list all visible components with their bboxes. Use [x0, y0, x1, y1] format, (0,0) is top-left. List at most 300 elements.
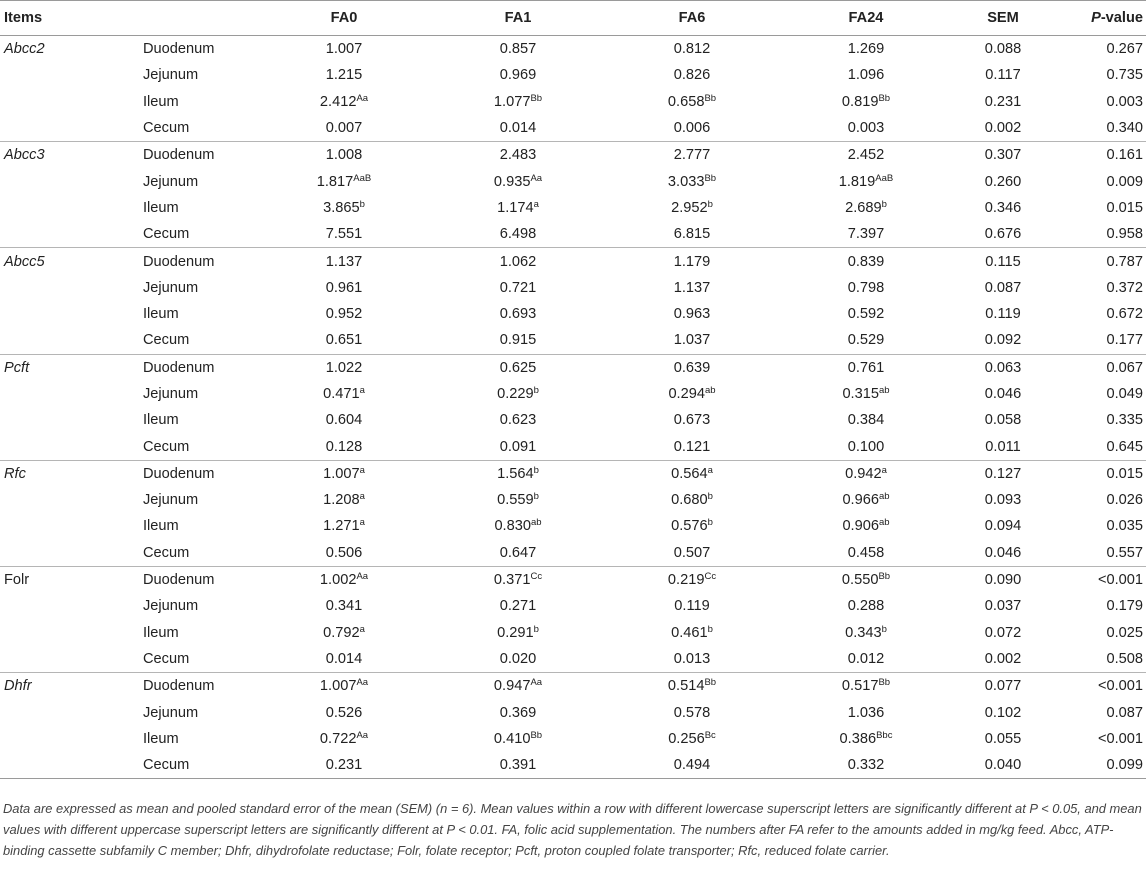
cell-value: 0.219	[667, 572, 705, 589]
cell-fa1	[431, 327, 605, 354]
cell-value: 0.494	[673, 757, 711, 774]
cell-item	[0, 327, 143, 354]
cell-value: 2.412	[319, 93, 357, 110]
cell-value: 0.761	[847, 359, 885, 376]
cell-fa0	[257, 407, 431, 433]
cell-segment: Jejunum	[143, 279, 199, 296]
table-row	[0, 89, 1146, 115]
cell-sem: 0.063	[953, 354, 1053, 381]
cell-fa1	[431, 487, 605, 513]
significance-superscript: Bb	[530, 729, 543, 741]
cell-fa1	[431, 752, 605, 779]
cell-value: 0.229	[497, 386, 534, 402]
cell-value: 0.576	[671, 518, 708, 535]
significance-superscript: Aa	[356, 677, 369, 689]
cell-sem: 0.087	[984, 279, 1022, 296]
cell-segment: Ileum	[143, 93, 179, 110]
header-row	[0, 1, 1146, 36]
cell-fa0	[257, 540, 431, 567]
cell-p-value: <0.001	[1097, 730, 1143, 747]
cell-fa0	[257, 566, 431, 593]
cell-value: 0.826	[673, 67, 711, 84]
cell-value: 0.952	[325, 306, 363, 323]
cell-fa0	[257, 699, 431, 725]
cell-fa0	[257, 752, 431, 779]
significance-superscript: Bb	[704, 92, 717, 104]
cell-sem: 0.088	[984, 41, 1022, 58]
cell-segment: Jejunum	[143, 704, 199, 721]
cell-fa1	[431, 646, 605, 673]
cell-item	[0, 195, 143, 221]
cell-value: 7.551	[325, 226, 363, 243]
cell-item	[0, 752, 143, 779]
cell-segment: Ileum	[143, 624, 179, 641]
cell-value: 0.857	[499, 41, 537, 58]
cell-item: Abcc3	[0, 142, 143, 169]
cell-segment: Duodenum	[143, 460, 257, 487]
cell-item: Folr	[0, 566, 143, 593]
cell-fa6	[605, 354, 779, 381]
cell-value: 0.798	[847, 279, 885, 296]
cell-value: 0.369	[499, 704, 537, 721]
table-row	[0, 142, 1146, 169]
significance-superscript: ab	[878, 491, 890, 503]
cell-fa6	[605, 301, 779, 327]
significance-superscript: Aa	[356, 92, 369, 104]
cell-value: 0.915	[499, 332, 537, 349]
cell-sem: 0.115	[953, 248, 1053, 275]
significance-superscript: ab	[878, 385, 890, 396]
significance-superscript: b	[359, 198, 365, 210]
cell-fa1	[431, 699, 605, 725]
cell-value: 1.007	[319, 678, 357, 695]
cell-value: 0.271	[499, 598, 537, 615]
cell-sem: 0.058	[984, 412, 1022, 429]
cell-value: 0.341	[325, 598, 363, 615]
cell-item: Rfc	[0, 460, 143, 487]
cell-value: 0.386	[839, 730, 877, 747]
cell-fa6	[605, 673, 779, 700]
cell-value: 1.137	[673, 279, 711, 296]
significance-superscript: b	[533, 623, 539, 635]
cell-p-value: 0.177	[1106, 332, 1143, 349]
significance-superscript: AaB	[875, 172, 894, 184]
cell-fa6	[605, 62, 779, 88]
cell-fa6	[605, 275, 779, 301]
cell-fa0	[257, 301, 431, 327]
cell-value: 0.942	[845, 465, 882, 482]
significance-superscript: b	[533, 491, 539, 503]
cell-fa24	[779, 115, 953, 142]
cell-item	[0, 487, 143, 513]
header-fa0: FA0	[257, 1, 431, 36]
significance-superscript: Bbc	[876, 729, 893, 741]
cell-value: 1.269	[847, 41, 885, 58]
cell-segment: Cecum	[143, 752, 257, 779]
significance-superscript: b	[707, 198, 713, 210]
cell-item	[0, 407, 143, 433]
cell-value: 0.013	[673, 650, 711, 667]
cell-p-value: <0.001	[1053, 566, 1146, 593]
cell-fa1	[431, 36, 605, 63]
cell-item	[0, 593, 143, 619]
cell-value: 0.966	[842, 492, 879, 509]
cell-value: 1.007	[323, 465, 360, 482]
cell-fa24	[779, 540, 953, 567]
cell-value: 0.526	[325, 704, 363, 721]
cell-value: 0.680	[671, 492, 708, 509]
cell-item	[0, 433, 143, 460]
cell-value: 0.020	[499, 650, 537, 667]
cell-fa24	[779, 301, 953, 327]
cell-value: 0.100	[847, 438, 885, 455]
cell-value: 0.294	[668, 386, 705, 402]
cell-fa1	[431, 593, 605, 619]
cell-segment: Jejunum	[143, 173, 199, 190]
cell-p-value: 0.003	[1106, 93, 1143, 110]
cell-value: 1.062	[499, 253, 537, 270]
table-row	[0, 673, 1146, 700]
cell-p-value: 0.335	[1106, 412, 1143, 429]
cell-fa0	[257, 620, 431, 646]
significance-superscript: a	[359, 491, 365, 503]
cell-fa24	[779, 221, 953, 248]
cell-value: 0.410	[493, 730, 531, 747]
cell-fa0	[257, 646, 431, 673]
cell-segment: Jejunum	[143, 598, 199, 615]
cell-p-value: 0.958	[1106, 226, 1143, 243]
cell-item	[0, 646, 143, 673]
table-row	[0, 301, 1146, 327]
cell-p-value: 0.645	[1106, 438, 1143, 455]
cell-segment: Duodenum	[143, 673, 257, 700]
cell-fa0	[257, 142, 431, 169]
cell-p-value: 0.267	[1106, 41, 1143, 58]
cell-fa6	[605, 36, 779, 63]
cell-sem: 0.046	[984, 386, 1022, 402]
cell-fa24	[779, 195, 953, 221]
table-row	[0, 699, 1146, 725]
cell-value: 0.639	[673, 359, 711, 376]
cell-value: 0.673	[673, 412, 711, 429]
cell-fa6	[605, 699, 779, 725]
cell-value: 1.036	[847, 704, 885, 721]
cell-value: 0.592	[847, 306, 885, 323]
cell-fa1	[431, 407, 605, 433]
cell-fa1	[431, 248, 605, 275]
cell-p-value: 0.099	[1053, 752, 1146, 779]
table-row	[0, 726, 1146, 752]
cell-p-value: 0.672	[1106, 306, 1143, 323]
significance-superscript: Bb	[878, 571, 891, 583]
cell-value: 0.121	[673, 438, 711, 455]
cell-p-value: 0.015	[1106, 199, 1143, 216]
cell-value: 0.625	[499, 359, 537, 376]
cell-item	[0, 513, 143, 539]
cell-fa6	[605, 195, 779, 221]
cell-item	[0, 540, 143, 567]
cell-segment: Jejunum	[143, 386, 199, 402]
cell-value: 0.721	[499, 279, 537, 296]
cell-p-value: 0.067	[1053, 354, 1146, 381]
table-row	[0, 593, 1146, 619]
cell-fa1	[431, 354, 605, 381]
cell-value: 0.564	[671, 465, 708, 482]
cell-sem: 0.055	[984, 730, 1022, 747]
significance-superscript: b	[707, 491, 713, 503]
cell-fa6	[605, 381, 779, 407]
cell-value: 0.006	[673, 120, 711, 137]
cell-value: 0.012	[847, 650, 885, 667]
cell-value: 2.777	[673, 147, 711, 164]
cell-fa6	[605, 726, 779, 752]
significance-superscript: Aa	[530, 677, 543, 689]
cell-value: 7.397	[847, 226, 885, 243]
cell-fa1	[431, 301, 605, 327]
cell-fa6	[605, 752, 779, 779]
cell-fa24	[779, 566, 953, 593]
cell-value: 0.559	[497, 492, 534, 509]
cell-p-value: 0.179	[1106, 598, 1143, 615]
cell-value: 1.007	[325, 41, 363, 58]
cell-fa6	[605, 115, 779, 142]
cell-value: 0.947	[493, 678, 531, 695]
cell-fa0	[257, 433, 431, 460]
cell-fa0	[257, 62, 431, 88]
cell-sem: 0.117	[985, 67, 1021, 84]
cell-value: 0.550	[841, 572, 879, 589]
cell-fa6	[605, 248, 779, 275]
cell-fa1	[431, 566, 605, 593]
significance-superscript: Bb	[530, 92, 543, 104]
cell-fa24	[779, 673, 953, 700]
table-body	[0, 36, 1146, 779]
cell-segment: Ileum	[143, 730, 179, 747]
cell-value: 0.819	[841, 93, 879, 110]
cell-value: 0.658	[667, 93, 705, 110]
significance-superscript: a	[359, 517, 365, 529]
cell-segment: Duodenum	[143, 41, 215, 58]
significance-superscript: b	[881, 623, 887, 635]
cell-fa6	[605, 566, 779, 593]
cell-sem: 0.307	[953, 142, 1053, 169]
cell-fa1	[431, 221, 605, 248]
cell-value: 2.689	[845, 199, 882, 216]
cell-p-value: 0.340	[1106, 120, 1143, 137]
significance-superscript: Cc	[530, 571, 543, 583]
cell-value: 0.506	[325, 544, 363, 561]
cell-fa0	[257, 89, 431, 115]
cell-value: 0.231	[325, 757, 363, 774]
cell-value: 0.507	[673, 544, 711, 561]
cell-fa1	[431, 726, 605, 752]
cell-fa1	[431, 115, 605, 142]
significance-superscript: a	[359, 385, 365, 396]
cell-item: Pcft	[0, 354, 143, 381]
cell-p-value: 0.015	[1053, 460, 1146, 487]
cell-fa1	[431, 381, 605, 407]
cell-sem: 0.046	[984, 544, 1022, 561]
significance-superscript: ab	[878, 517, 890, 529]
cell-fa24	[779, 62, 953, 88]
cell-p-value: 0.787	[1053, 248, 1146, 275]
cell-fa1	[431, 275, 605, 301]
cell-fa0	[257, 195, 431, 221]
table-row	[0, 195, 1146, 221]
cell-sem: 0.676	[984, 226, 1022, 243]
cell-p-value: <0.001	[1053, 673, 1146, 700]
cell-fa24	[779, 699, 953, 725]
cell-fa24	[779, 142, 953, 169]
cell-fa1	[431, 62, 605, 88]
cell-fa1	[431, 433, 605, 460]
cell-sem: 0.011	[985, 438, 1021, 455]
cell-fa24	[779, 646, 953, 673]
cell-fa6	[605, 221, 779, 248]
cell-fa6	[605, 646, 779, 673]
cell-value: 1.022	[325, 359, 363, 376]
significance-superscript: a	[359, 464, 365, 476]
cell-fa6	[605, 487, 779, 513]
cell-item: Dhfr	[0, 673, 143, 700]
cell-sem: 0.040	[953, 752, 1053, 779]
cell-sem: 0.072	[984, 624, 1022, 641]
cell-fa0	[257, 513, 431, 539]
table-row	[0, 487, 1146, 513]
cell-p-value: 0.087	[1106, 704, 1143, 721]
cell-value: 1.096	[847, 67, 885, 84]
cell-fa0	[257, 381, 431, 407]
cell-fa24	[779, 36, 953, 63]
cell-value: 0.471	[323, 386, 360, 402]
cell-fa0	[257, 275, 431, 301]
header-segment	[143, 1, 257, 36]
cell-sem: 0.260	[984, 173, 1022, 190]
cell-fa24	[779, 620, 953, 646]
cell-value: 0.332	[847, 757, 885, 774]
cell-value: 0.529	[847, 332, 885, 349]
cell-segment: Cecum	[143, 226, 190, 243]
cell-fa24	[779, 487, 953, 513]
cell-value: 0.963	[673, 306, 711, 323]
cell-fa0	[257, 248, 431, 275]
cell-item	[0, 168, 143, 194]
significance-superscript: a	[707, 464, 713, 476]
cell-fa24	[779, 327, 953, 354]
cell-fa24	[779, 248, 953, 275]
cell-p-value: 0.735	[1106, 67, 1143, 84]
cell-fa6	[605, 327, 779, 354]
cell-value: 0.458	[847, 544, 885, 561]
cell-p-value: 0.557	[1106, 544, 1143, 561]
cell-fa0	[257, 168, 431, 194]
cell-fa0	[257, 460, 431, 487]
cell-fa6	[605, 620, 779, 646]
cell-value: 3.865	[323, 199, 360, 216]
header-p-value: P-value	[1053, 1, 1146, 36]
table-row	[0, 275, 1146, 301]
cell-segment: Cecum	[143, 332, 190, 349]
cell-value: 0.371	[493, 572, 531, 589]
cell-p-value: 0.049	[1106, 386, 1143, 402]
cell-p-value: 0.372	[1106, 279, 1143, 296]
significance-superscript: Aa	[530, 172, 543, 184]
cell-value: 1.215	[325, 67, 363, 84]
cell-value: 0.014	[325, 650, 363, 667]
cell-fa0	[257, 36, 431, 63]
cell-fa24	[779, 433, 953, 460]
cell-value: 0.604	[325, 412, 363, 429]
table-row	[0, 221, 1146, 248]
significance-superscript: ab	[530, 517, 542, 529]
significance-superscript: Bb	[878, 677, 891, 689]
cell-value: 0.461	[671, 624, 708, 641]
cell-segment: Jejunum	[143, 492, 199, 509]
cell-segment: Jejunum	[143, 67, 199, 84]
cell-fa24	[779, 275, 953, 301]
cell-fa1	[431, 89, 605, 115]
cell-value: 0.291	[497, 624, 534, 641]
table-row	[0, 566, 1146, 593]
cell-fa6	[605, 407, 779, 433]
cell-sem: 0.037	[984, 598, 1022, 615]
cell-value: 0.256	[668, 730, 705, 747]
cell-fa0	[257, 726, 431, 752]
table-row	[0, 62, 1146, 88]
cell-value: 0.935	[493, 173, 531, 190]
significance-superscript: b	[533, 385, 539, 396]
cell-value: 1.137	[325, 253, 363, 270]
cell-sem: 0.102	[984, 704, 1022, 721]
cell-item: Abcc5	[0, 248, 143, 275]
table-row	[0, 115, 1146, 142]
cell-fa1	[431, 168, 605, 194]
cell-segment: Duodenum	[143, 142, 257, 169]
cell-fa6	[605, 540, 779, 567]
significance-superscript: Bb	[704, 677, 717, 689]
table-row	[0, 646, 1146, 673]
significance-superscript: Aa	[356, 571, 369, 583]
cell-fa6	[605, 460, 779, 487]
cell-sem: 0.346	[984, 199, 1022, 216]
cell-item	[0, 726, 143, 752]
cell-value: 0.119	[674, 598, 710, 615]
cell-fa0	[257, 593, 431, 619]
cell-sem: 0.077	[953, 673, 1053, 700]
significance-superscript: b	[707, 517, 713, 529]
cell-segment: Cecum	[143, 650, 190, 667]
cell-value: 0.906	[842, 518, 879, 535]
cell-value: 1.002	[319, 572, 357, 589]
significance-superscript: a	[359, 623, 365, 635]
cell-segment: Cecum	[143, 120, 190, 137]
cell-fa0	[257, 487, 431, 513]
cell-item	[0, 301, 143, 327]
table-row	[0, 620, 1146, 646]
table-row	[0, 540, 1146, 567]
cell-value: 2.452	[847, 147, 885, 164]
cell-fa24	[779, 726, 953, 752]
cell-fa6	[605, 593, 779, 619]
cell-fa1	[431, 460, 605, 487]
cell-value: 0.514	[667, 678, 705, 695]
cell-sem: 0.092	[984, 332, 1022, 349]
table-row	[0, 327, 1146, 354]
cell-value: 0.128	[325, 438, 363, 455]
table-row	[0, 460, 1146, 487]
cell-value: 0.391	[499, 757, 537, 774]
cell-value: 1.037	[673, 332, 711, 349]
